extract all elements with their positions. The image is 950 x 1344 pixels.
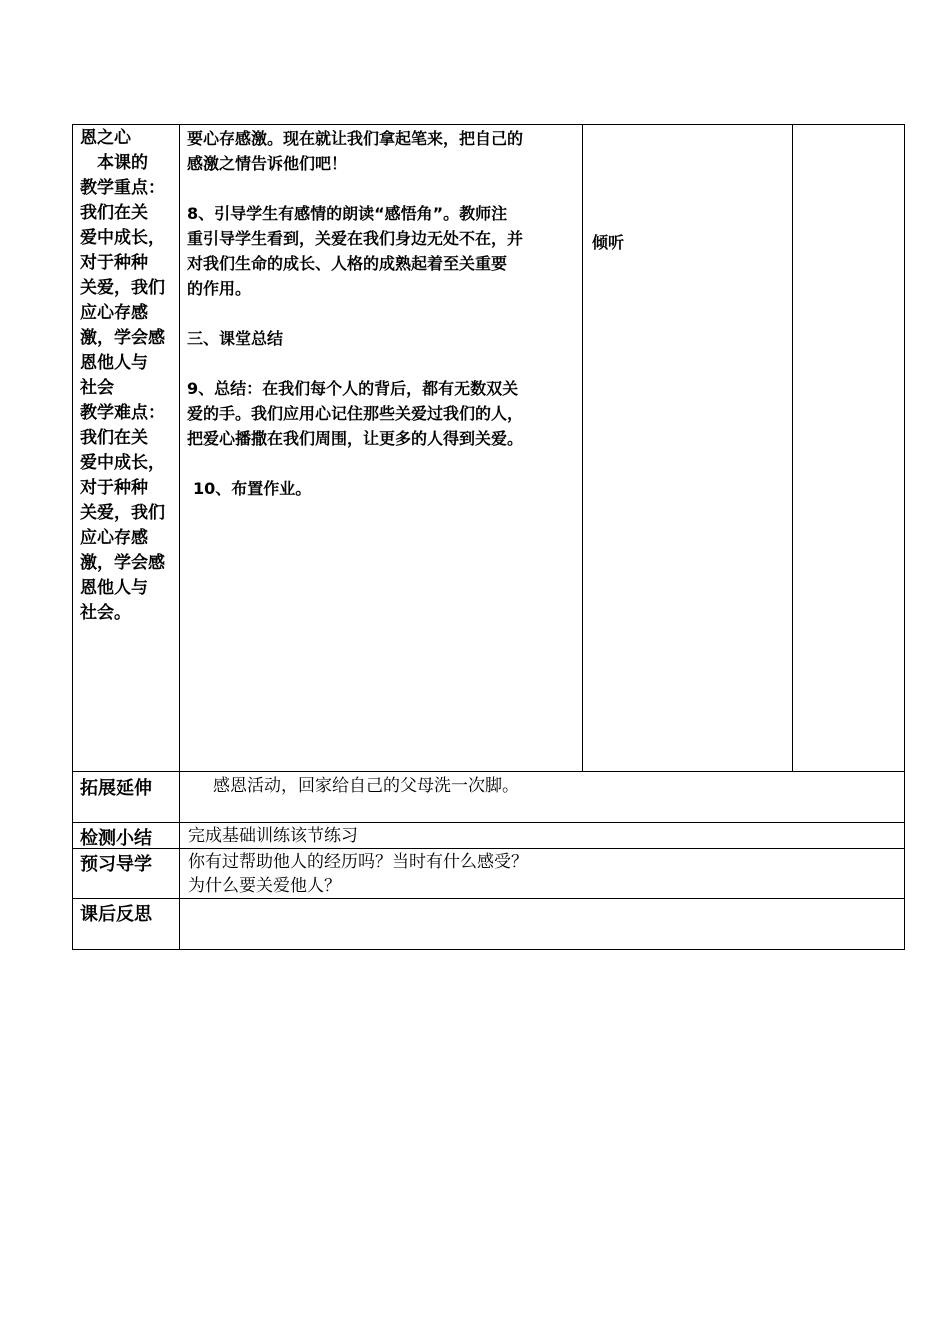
column-divider-2	[582, 124, 583, 772]
focus-line: 恩他人与	[80, 353, 148, 373]
test-summary-text: 完成基础训练该节练习	[188, 826, 358, 846]
row-divider-1	[72, 771, 905, 772]
preview-label: 预习导学	[80, 854, 152, 875]
focus-line: 社会	[80, 378, 114, 398]
step-8-line: 重引导学生看到，关爱在我们身边无处不在，并	[187, 229, 524, 248]
focus-line: 本课的	[80, 153, 148, 173]
difficulty-line: 教学难点：	[80, 403, 165, 423]
focus-line: 爱中成长，	[80, 228, 165, 248]
step-10-homework: 10、布置作业。	[193, 479, 312, 498]
row-divider-3	[72, 848, 905, 849]
column-divider-1	[179, 124, 180, 950]
difficulty-line: 我们在关	[80, 428, 148, 448]
focus-line: 激，学会感	[80, 328, 165, 348]
process-line: 要心存感激。现在就让我们拿起笔来，把自己的	[187, 129, 524, 148]
difficulty-line: 应心存感	[80, 528, 148, 548]
step-8-line: 8、引导学生有感情的朗读“感悟角”。教师注	[187, 204, 508, 223]
difficulty-line: 关爱，我们	[80, 503, 165, 523]
teaching-process-column	[187, 126, 579, 501]
row-divider-4	[72, 898, 905, 899]
difficulty-line: 恩他人与	[80, 578, 148, 598]
row-divider-2	[72, 822, 905, 823]
step-8-line: 对我们生命的成长、人格的成熟起着至关重要	[187, 254, 508, 273]
difficulty-line: 爱中成长，	[80, 453, 165, 473]
table-border-left	[72, 124, 73, 950]
focus-line: 教学重点：	[80, 178, 165, 198]
difficulty-line: 激，学会感	[80, 553, 165, 573]
difficulty-line: 社会。	[80, 603, 131, 623]
table-border-right	[904, 124, 905, 950]
focus-line: 关爱，我们	[80, 278, 165, 298]
step-9-line: 把爱心播撒在我们周围，让更多的人得到关爱。	[187, 429, 524, 448]
test-summary-label: 检测小结	[80, 828, 152, 849]
table-border-bottom	[72, 949, 905, 950]
step-9-line: 9、总结：在我们每个人的背后，都有无数双关	[187, 379, 519, 398]
difficulty-line: 对于种种	[80, 478, 148, 498]
focus-line: 应心存感	[80, 303, 148, 323]
preview-text-line-1: 你有过帮助他人的经历吗？当时有什么感受？	[188, 852, 528, 872]
student-activity-listen: 倾听	[592, 233, 625, 252]
preview-text-line-2: 为什么要关爱他人？	[188, 876, 341, 896]
step-8-line: 的作用。	[187, 279, 252, 298]
section-summary-heading: 三、课堂总结	[187, 329, 284, 348]
column-divider-3	[792, 124, 793, 772]
focus-line: 我们在关	[80, 203, 148, 223]
step-9-line: 爱的手。我们应用心记住那些关爱过我们的人，	[187, 404, 524, 423]
teaching-focus-column	[80, 126, 177, 626]
table-border-top	[72, 124, 905, 125]
process-line: 感激之情告诉他们吧！	[187, 154, 348, 173]
extension-text: 感恩活动，回家给自己的父母洗一次脚。	[196, 776, 519, 796]
reflection-label: 课后反思	[80, 904, 152, 925]
extension-label: 拓展延伸	[80, 778, 152, 799]
focus-line: 恩之心	[80, 128, 131, 148]
focus-line: 对于种种	[80, 253, 148, 273]
